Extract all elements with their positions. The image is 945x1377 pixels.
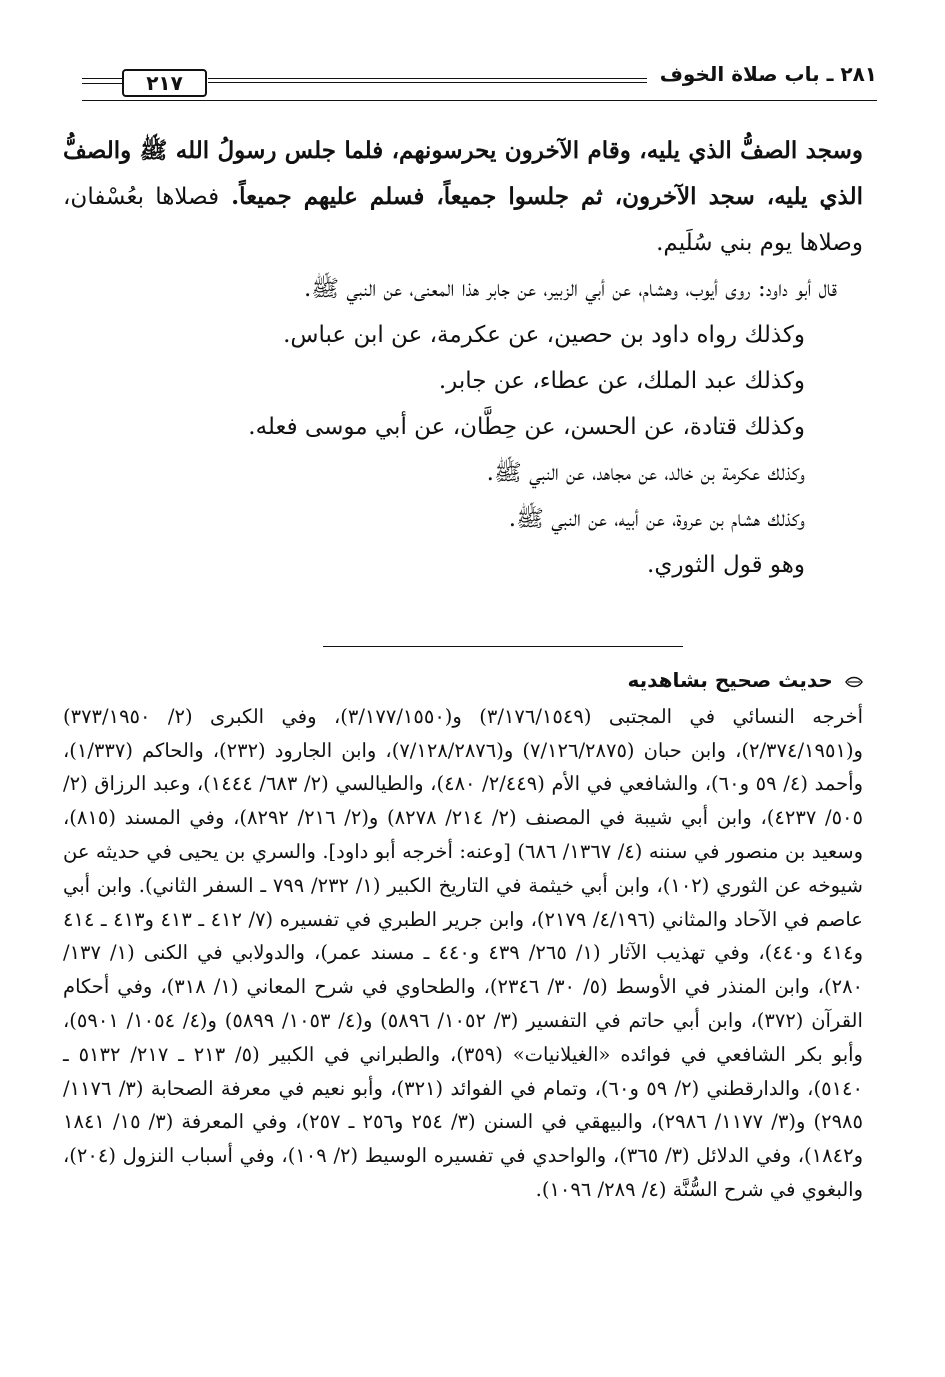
header-rule-bottom [82,100,877,101]
page-number: ٢١٧ [122,69,207,97]
chain-line: وكذلك عكرمة بن خالد، عن مجاهد، عن النبي ﷺ. [486,460,805,486]
footnote-text: أخرجه النسائي في المجتبى (٣/١٧٦/١٥٤٩) و(٣/١٧٧/١٥٥٠)، وفي الكبرى (٢/ ٣٧٣/١٩٥٠) و(٢/٣٧٤/١٩٥١)، وابن حبان (٧/١٢٦/٢٨٧٥) و(٧/١٢٨/٢٨٧٦)، وابن الجارود (٢٣٢)، والحاكم (١/٣٣٧)، وأحمد (٤/ ٥٩ و٦٠)، والشافعي في الأم (٢/٤٤٩/ ٤٨٠)، والطيالسي (٢/ ٦٨٣/ ١٤٤٤)، وعبد الرزاق (٢/ ٥٠٥/ ٤٢٣٧)، وابن أبي شيبة في المصنف (٢/ ٢١٤/ ٨٢٧٨) و(٢/ ٢١٦/ ٨٢٩٢)، وفي المسند (٨١٥)، وسعيد بن منصور في سننه (٤/ ١٣٦٧/ ٦٨٦) [وعنه: أخرجه أبو داود]. والسري بن يحيى في حديثه عن شيوخه عن الثوري (١٠٢)، وابن أبي خيثمة في التاريخ الكبير (١/ ٢٣٢/ ٧٩٩ ـ السفر الثاني). وابن أبي عاصم في الآحاد والمثاني (٤/١٩٦/ ٢١٧٩)، وابن جرير الطبري في تفسيره (٧/ ٤١٢ ـ ٤١٣ و٤١٣ ـ ٤١٤ و٤١٤ و٤٤٠)، وفي تهذيب الآثار (١/ ٢٦٥/ ٤٣٩ و٤٤٠ ـ مسند عمر)، والدولابي في الكنى (١/ ١٣٧/ ٢٨٠)، وابن المنذر في الأوسط (٥/ ٣٠/ ٢٣٤٦)، والطحاوي في شرح المعاني (١/ ٣١٨)، وفي أحكام القرآن (٣٧٢)، وابن أبي حاتم في التفسير (٣/ ١٠٥٢/ ٥٨٩٦) و(٤/ ١٠٥٣/ ٥٨٩٩) و(٤/ ١٠٥٤/ ٥٩٠١)، وأبو بكر الشافعي في فوائده «الغيلانيات» (٣٥٩)، والطبراني في الكبير (٥/ ٢١٣ ـ ٢١٧/ ٥١٣٢ ـ ٥١٤٠)، والدارقطني (٢/ ٥٩ و٦٠)، وتمام في الفوائد (٣٢١)، وأبو نعيم في معرفة الصحابة (٣/ ١١٧٦/ ٢٩٨٥) و(٣/ ١١٧٧/ ٢٩٨٦)، والبيهقي في السنن (٣/ ٢٥٤ و٢٥٦ ـ ٢٥٧)، وفي المعرفة (٣/ ١٥/ ١٨٤١ و١٨٤٢)، وفي الدلائل (٣/ ٣٦٥)، والواحدي في تفسيره الوسيط (٢/ ١٠٩)، وفي أسباب النزول (٢٠٤)، والبغوي في شرح السُّنَّة (٤/ ٢٨٩/ ١٠٩٦). [63,704,864,1201]
chain-line: وهو قول الثوري. [647,552,805,578]
abu-dawud-paragraph: قال أبو داود: روى أيوب، وهشام، عن أبي الزبير، عن جابر هذا المعنى، عن النبي ﷺ. [304,276,837,302]
chain-line: وكذلك رواه داود بن حصين، عن عكرمة، عن ابن عباس. [283,322,805,348]
narration-paragraph [63,128,863,266]
header-rule-middle [208,82,647,83]
footnote [63,664,863,1207]
header-rule-top [208,78,647,79]
chapter-title: ٢٨١ ـ باب صلاة الخوف [659,62,877,86]
chain-line: وكذلك عبد الملك، عن عطاء، عن جابر. [438,368,805,394]
page-number-ornament [82,78,122,88]
main-text [63,128,863,588]
footnote-heading [63,664,863,698]
narration-end: فصلاها بعُسْفان، وصلاها يوم بني سُلَيم. [63,184,863,256]
footnote-divider [323,646,683,647]
footnote-title: حديث صحيح بشاهديه [627,668,833,692]
chain-line: وكذلك هشام بن عروة، عن أبيه، عن النبي ﷺ. [508,506,805,532]
chain-line: وكذلك قتادة، عن الحسن، عن حِطَّان، عن أبي موسى فعله. [248,414,805,440]
leaf-icon [845,675,863,689]
narration-text: وسجد الصفُّ الذي يليه، وقام الآخرون يحرسونهم، فلما جلس رسولُ الله ﷺ والصفُّ الذي يليه، سجد الآخرون، ثم جلسوا جميعاً، فسلم عليهم جميعاً. [63,137,863,210]
running-header [82,60,877,104]
